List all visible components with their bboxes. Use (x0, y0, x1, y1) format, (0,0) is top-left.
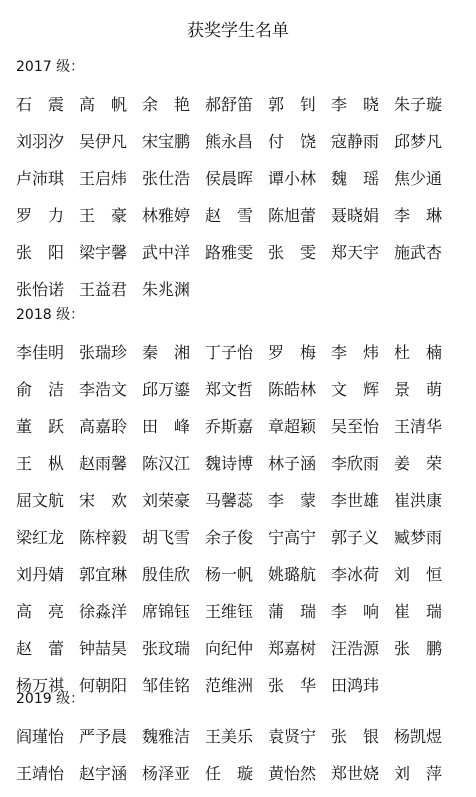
student-name: 李炜 (331, 343, 396, 362)
student-name: 田峰 (142, 417, 207, 436)
student-name: 姜荣 (394, 454, 459, 473)
student-name: 寇静雨 (331, 132, 380, 151)
student-name: 高亮 (16, 602, 81, 621)
name-grid (16, 334, 468, 704)
student-name: 秦湘 (142, 343, 207, 362)
student-name: 陈皓林 (268, 380, 317, 399)
student-name: 汪浩源 (331, 639, 380, 658)
student-name: 刘恒 (394, 565, 459, 584)
student-name: 高帆 (79, 95, 144, 114)
student-name: 王维钰 (205, 602, 254, 621)
student-name: 杜楠 (394, 343, 459, 362)
student-name: 张仕浩 (142, 169, 191, 188)
student-name: 景萌 (394, 380, 459, 399)
student-name: 陈梓毅 (79, 528, 128, 547)
student-name: 宋宝鹏 (142, 132, 191, 151)
student-name: 崔洪康 (394, 491, 443, 510)
student-name: 范维洲 (205, 676, 254, 695)
student-name: 付饶 (268, 132, 333, 151)
student-name: 刘萍 (394, 764, 459, 783)
student-name: 王启炜 (79, 169, 128, 188)
student-name: 胡飞雪 (142, 528, 191, 547)
student-name: 石震 (16, 95, 81, 114)
student-name: 郑嘉树 (268, 639, 317, 658)
student-name: 乔斯嘉 (205, 417, 254, 436)
student-name: 向纪仲 (205, 639, 254, 658)
student-name: 李蒙 (268, 491, 333, 510)
student-name: 黄怡然 (268, 764, 317, 783)
student-name: 殷佳欣 (142, 565, 191, 584)
student-name: 邱万鎏 (142, 380, 191, 399)
student-name: 张雯 (268, 243, 333, 262)
student-name: 余子俊 (205, 528, 254, 547)
student-name: 聂晓娟 (331, 206, 380, 225)
group-2019 (16, 690, 468, 792)
student-name: 袁贤宁 (268, 727, 317, 746)
student-name: 文辉 (331, 380, 396, 399)
name-grid (16, 718, 468, 792)
student-name: 王美乐 (205, 727, 254, 746)
student-name: 李浩文 (79, 380, 128, 399)
student-name: 郑世娆 (331, 764, 380, 783)
student-name: 俞洁 (16, 380, 81, 399)
student-name: 熊永昌 (205, 132, 254, 151)
student-name: 崔瑞 (394, 602, 459, 621)
student-name: 吴伊凡 (79, 132, 128, 151)
student-name: 席锦钰 (142, 602, 191, 621)
name-grid (16, 86, 468, 308)
student-name: 王豪 (79, 206, 144, 225)
student-name: 刘羽汐 (16, 132, 65, 151)
year-heading: 2018 级： (16, 307, 85, 323)
student-name: 王益君 (79, 280, 128, 299)
student-name: 臧梦雨 (394, 528, 443, 547)
student-name: 董跃 (16, 417, 81, 436)
student-name: 赵雪 (205, 206, 270, 225)
student-name: 罗力 (16, 206, 81, 225)
student-name: 梁红龙 (16, 528, 65, 547)
group-2018 (16, 306, 468, 704)
student-name: 郭钊 (268, 95, 333, 114)
student-name: 马馨蕊 (205, 491, 254, 510)
student-name: 魏雅洁 (142, 727, 191, 746)
student-name: 宁高宁 (268, 528, 317, 547)
student-name: 任璇 (205, 764, 270, 783)
student-name: 焦少通 (394, 169, 443, 188)
student-name: 赵雨馨 (79, 454, 128, 473)
student-name: 姚璐航 (268, 565, 317, 584)
student-name: 刘丹婧 (16, 565, 65, 584)
student-name: 余艳 (142, 95, 207, 114)
year-heading: 2017 级： (16, 59, 85, 75)
student-name: 何朝阳 (79, 676, 128, 695)
student-name: 李响 (331, 602, 396, 621)
student-name: 赵蕾 (16, 639, 81, 658)
student-name: 魏瑶 (331, 169, 396, 188)
student-name: 张阳 (16, 243, 81, 262)
student-name: 郝舒笛 (205, 95, 254, 114)
student-name: 陈汉江 (142, 454, 191, 473)
student-name: 邱梦凡 (394, 132, 443, 151)
student-name: 朱兆渊 (142, 280, 191, 299)
student-name: 张华 (268, 676, 333, 695)
student-name: 郭子义 (331, 528, 380, 547)
student-name: 严予晨 (79, 727, 128, 746)
student-name: 梁宇馨 (79, 243, 128, 262)
student-name: 屈文航 (16, 491, 65, 510)
student-name: 王枞 (16, 454, 81, 473)
student-name: 李世雄 (331, 491, 380, 510)
student-name: 张银 (331, 727, 396, 746)
student-name: 李琳 (394, 206, 459, 225)
year-heading: 2019 级： (16, 691, 85, 707)
student-name: 罗梅 (268, 343, 333, 362)
student-name: 张瑞珍 (79, 343, 128, 362)
student-name: 王靖怡 (16, 764, 65, 783)
student-name: 林子涵 (268, 454, 317, 473)
student-name: 卢沛琪 (16, 169, 65, 188)
student-name: 陈旭蕾 (268, 206, 317, 225)
student-name: 赵宇涵 (79, 764, 128, 783)
student-name: 徐淼洋 (79, 602, 128, 621)
student-name: 朱子璇 (394, 95, 443, 114)
student-name: 李佳明 (16, 343, 65, 362)
student-name: 施武杏 (394, 243, 443, 262)
document-title: 获奖学生名单 (187, 21, 289, 41)
student-name: 杨泽亚 (142, 764, 191, 783)
student-name: 宋欢 (79, 491, 144, 510)
student-name: 高嘉聆 (79, 417, 128, 436)
student-name: 章超颖 (268, 417, 317, 436)
student-name: 张鹏 (394, 639, 459, 658)
student-name: 张怡诺 (16, 280, 65, 299)
student-name: 丁子怡 (205, 343, 254, 362)
student-name: 王清华 (394, 417, 443, 436)
student-name: 武中洋 (142, 243, 191, 262)
group-2017 (16, 58, 468, 308)
student-name: 蒲瑞 (268, 602, 333, 621)
student-name: 吴至怡 (331, 417, 380, 436)
student-name: 魏诗博 (205, 454, 254, 473)
student-name: 杨一帆 (205, 565, 254, 584)
student-name: 郭宜琳 (79, 565, 128, 584)
student-name: 林雅婷 (142, 206, 191, 225)
student-name: 郑文哲 (205, 380, 254, 399)
student-name: 李冰荷 (331, 565, 380, 584)
student-name: 田鸿玮 (331, 676, 380, 695)
student-name: 李欣雨 (331, 454, 380, 473)
student-name: 钟喆昊 (79, 639, 128, 658)
student-name: 杨万祺 (16, 676, 65, 695)
student-name: 谭小林 (268, 169, 317, 188)
student-name: 路雅雯 (205, 243, 254, 262)
student-name: 郑天宇 (331, 243, 380, 262)
student-name: 邹佳铭 (142, 676, 191, 695)
student-name: 刘荣豪 (142, 491, 191, 510)
student-name: 阎瑾怡 (16, 727, 65, 746)
student-name: 杨凯煜 (394, 727, 443, 746)
student-name: 李晓 (331, 95, 396, 114)
student-name: 侯晨晖 (205, 169, 254, 188)
student-name: 张玟瑞 (142, 639, 191, 658)
